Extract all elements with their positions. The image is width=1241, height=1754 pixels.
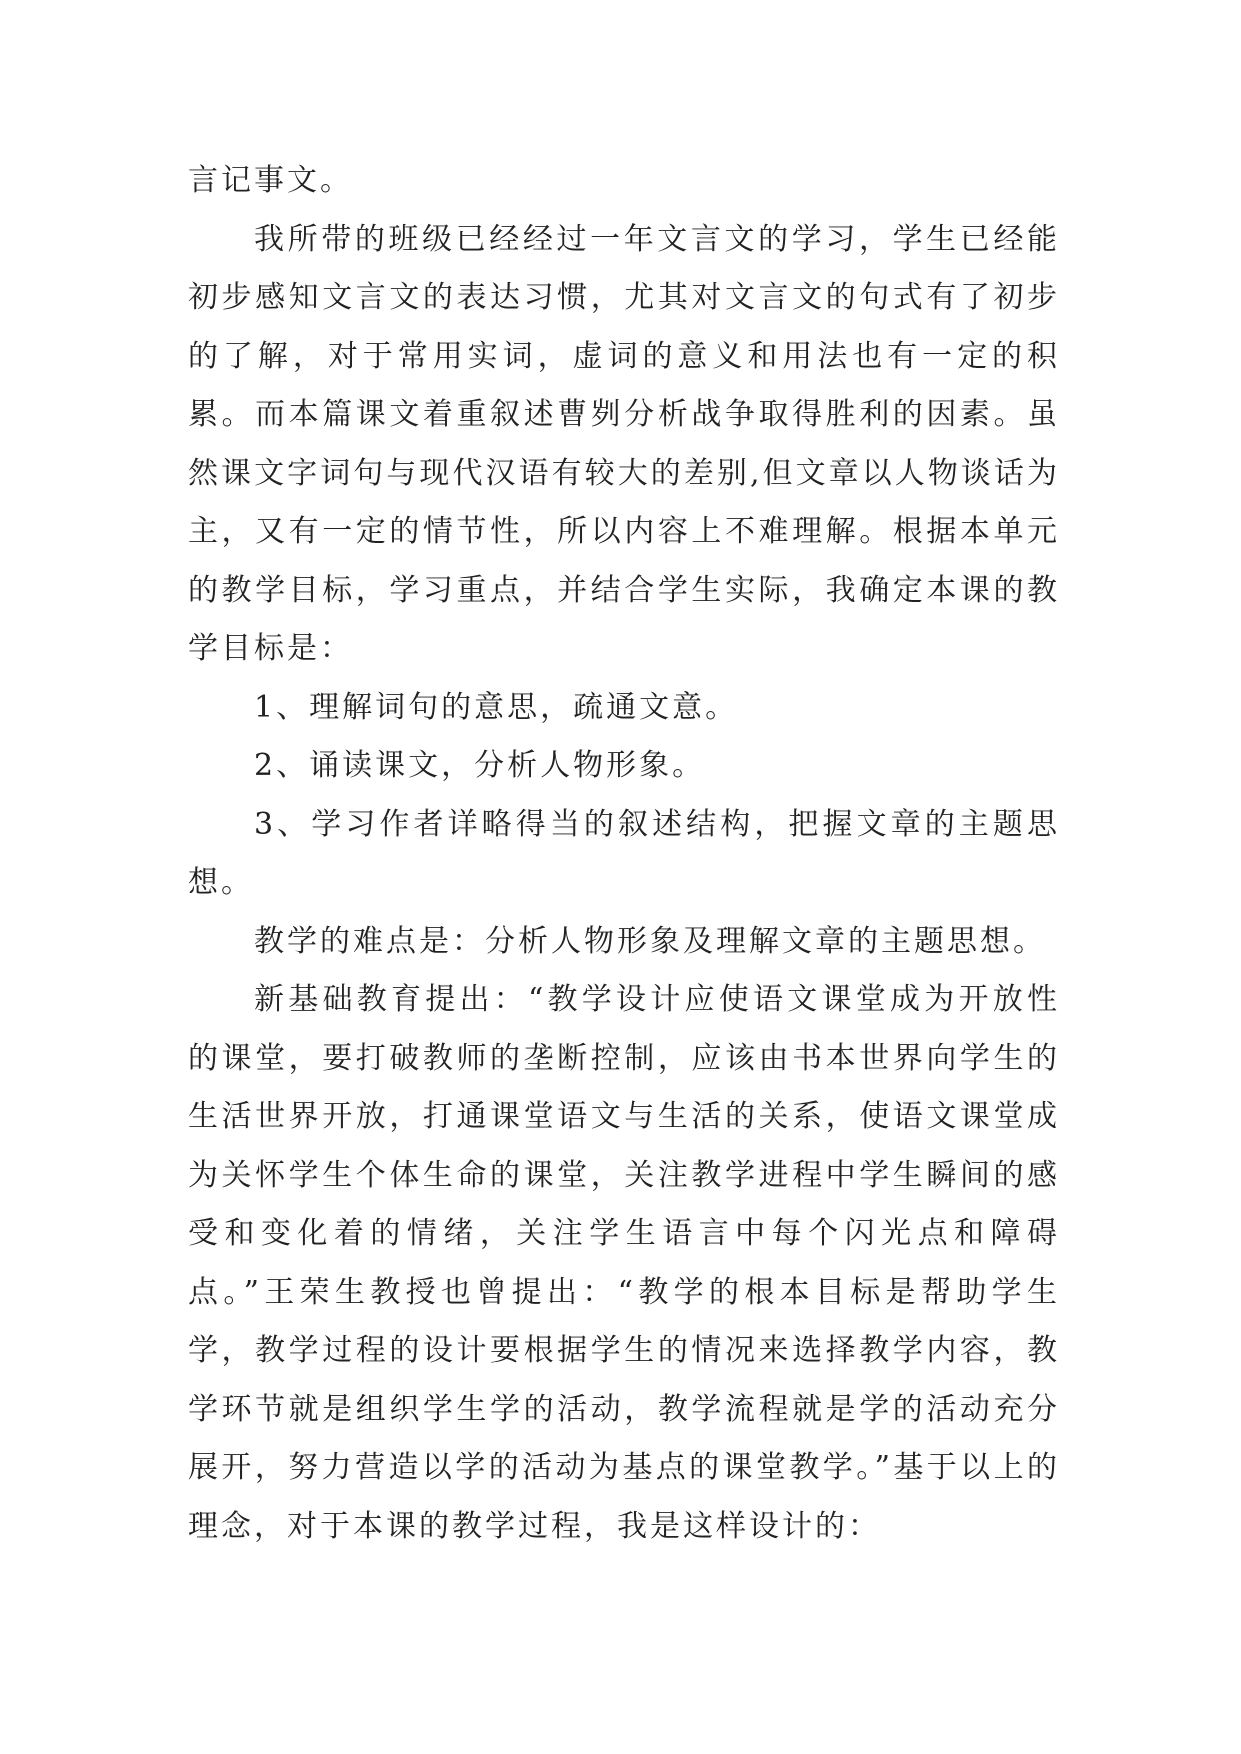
- paragraph-continuation: 言记事文。: [188, 163, 353, 198]
- paragraph-goal-2: 2、诵读课文，分析人物形象。: [254, 748, 706, 783]
- paragraph-class-background: 我所带的班级已经经过一年文言文的学习，学生已经能初步感知文言文的表达习惯，尤其对文言文的句式有了初步的了解，对于常用实词，虚词的意义和用法也有一定的积累。而本篇课文着重叙述曹刿分析战争取得胜利的因素。虽然课文字词句与现代汉语有较大的差别,但文章以人物谈话为主，又有一定的情节性，所以内容上不难理解。根据本单元的教学目标，学习重点，并结合学生实际，我确定本课的教学目标是：: [188, 221, 1060, 666]
- paragraph-goal-3: 3、学习作者详略得当的叙述结构，把握文章的主题思想。: [188, 806, 1060, 900]
- paragraph-goal-1: 1、理解词句的意思，疏通文意。: [254, 689, 739, 725]
- document-body: [188, 152, 1060, 1556]
- paragraph-teaching-philosophy: 新基础教育提出：“教学设计应使语文课堂成为开放性的课堂，要打破教师的垄断控制，应该由书本世界向学生的生活世界开放，打通课堂语文与生活的关系，使语文课堂成为关怀学生个体生命的课堂，关注教学进程中学生瞬间的感受和变化着的情绪，关注学生语言中每个闪光点和障碍点。”王荣生教授也曾提出：“教学的根本目标是帮助学生学，教学过程的设计要根据学生的情况来选择教学内容，教学环节就是组织学生学的活动，教学流程就是学的活动充分展开，努力营造以学的活动为基点的课堂教学。”基于以上的理念，对于本课的教学过程，我是这样设计的：: [188, 982, 1060, 1544]
- paragraph-difficulty: 教学的难点是：分析人物形象及理解文章的主题思想。: [254, 923, 1046, 959]
